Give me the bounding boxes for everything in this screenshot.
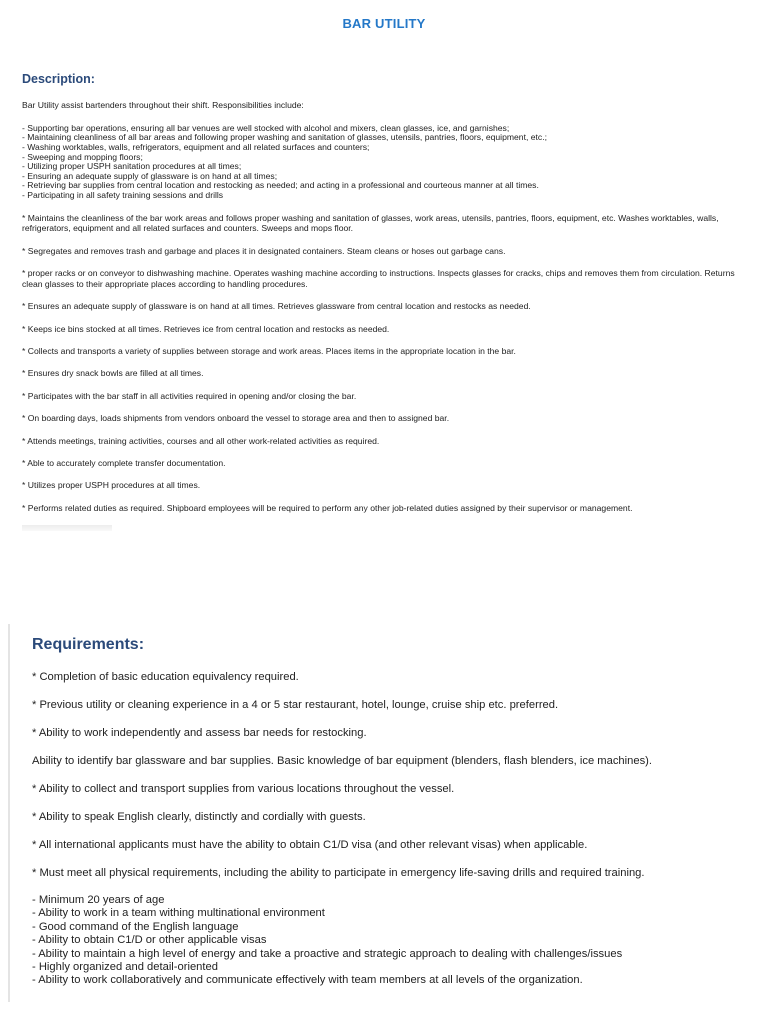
duty-paragraph: * Attends meetings, training activities, courses and all other work-related activities as required. — [22, 435, 380, 446]
duty-paragraph: * proper racks or on conveyor to dishwashing machine. Operates washing machine according to instructions. Inspects glasses for cracks, chips and removes them from circulation. Returns clean glasses to their appropriate places according to handling procedures. — [22, 268, 735, 289]
list-item: - Retrieving bar supplies from central location and restocking as needed; and acting in a professional and courteous manner at all times. — [22, 180, 539, 191]
list-item: - Ability to obtain C1/D or other applicable visas — [32, 934, 267, 947]
requirement-paragraph: Ability to identify bar glassware and bar supplies. Basic knowledge of bar equipment (blenders, flash blenders, ice machines). — [32, 755, 652, 767]
requirement-paragraph: * Ability to speak English clearly, distinctly and cordially with guests. — [32, 811, 366, 823]
duty-paragraph: * Ensures an adequate supply of glassware is on hand at all times. Retrieves glassware from central location and restocks as needed. — [22, 301, 531, 312]
duty-paragraph: * Maintains the cleanliness of the bar work areas and follows proper washing and sanitation of glasses, work areas, utensils, pantries, floors, equipment, etc. Washes worktables, walls, refrigerators, equipment and all related surfaces and counters. Sweeps and mops floor. — [22, 212, 719, 234]
list-item: - Good command of the English language — [32, 920, 239, 933]
page-title: BAR UTILITY — [342, 16, 426, 31]
list-item: - Ability to work in a team withing multinational environment — [32, 907, 325, 920]
requirement-paragraph: * Ability to collect and transport supplies from various locations throughout the vessel. — [32, 783, 455, 795]
duty-paragraph: * Ensures dry snack bowls are filled at all times. — [22, 368, 204, 379]
requirements-heading: Requirements: — [32, 636, 145, 653]
responsibilities-list — [22, 124, 752, 201]
list-item: - Sweeping and mopping floors; — [22, 151, 143, 162]
duty-paragraph: * Able to accurately complete transfer documentation. — [22, 458, 226, 469]
duty-paragraph: * Collects and transports a variety of supplies between storage and work areas. Places items in the appropriate location in the bar. — [22, 346, 516, 357]
duty-paragraph: * Keeps ice bins stocked at all times. Retrieves ice from central location and restocks as needed. — [22, 323, 390, 334]
list-item: - Minimum 20 years of age — [32, 894, 165, 906]
list-item: - Maintaining cleanliness of all bar areas and following proper washing and sanitation of glasses, utensils, pantries, floors, equipment, etc.; — [22, 132, 547, 143]
list-item: - Supporting bar operations, ensuring all bar venues are well stocked with alcohol and mixers, clean glasses, ice, and garnishes; — [22, 122, 510, 133]
duty-paragraph: * Segregates and removes trash and garbage and places it in designated containers. Steam cleans or hoses out garbage cans. — [22, 245, 506, 256]
list-item: - Ensuring an adequate supply of glassware is on hand at all times; — [22, 170, 278, 181]
duty-paragraph: * On boarding days, loads shipments from vendors onboard the vessel to storage area and then to assigned bar. — [22, 413, 450, 424]
description-heading: Description: — [22, 72, 95, 86]
list-item: - Ability to maintain a high level of energy and take a proactive and strategic approach to dealing with challenges/issues — [32, 947, 623, 960]
description-intro: Bar Utility assist bartenders throughout their shift. Responsibilities include: — [22, 100, 304, 110]
list-item: - Participating in all safety training sessions and drills — [22, 189, 224, 200]
list-item: - Utilizing proper USPH sanitation procedures at all times; — [22, 161, 242, 172]
duty-paragraph: * Utilizes proper USPH procedures at all times. — [22, 480, 201, 491]
list-item: - Ability to work collaboratively and communicate effectively with team members at all levels of the organization. — [32, 974, 583, 987]
requirement-paragraph: * Completion of basic education equivalency required. — [32, 671, 299, 683]
list-item: - Washing worktables, walls, refrigerators, equipment and all related surfaces and counters; — [22, 141, 370, 152]
description-section — [22, 72, 752, 531]
requirement-paragraph: * Ability to work independently and assess bar needs for restocking. — [32, 727, 367, 739]
requirement-paragraph: * Must meet all physical requirements, including the ability to participate in emergency life-saving drills and required training. — [32, 867, 645, 879]
requirements-list — [32, 894, 768, 988]
list-item: - Highly organized and detail-oriented — [32, 961, 218, 974]
duty-paragraph: * Participates with the bar staff in all activities required in opening and/or closing the bar. — [22, 390, 357, 401]
requirement-paragraph: * Previous utility or cleaning experience in a 4 or 5 star restaurant, hotel, lounge, cruise ship etc. preferred. — [32, 699, 559, 711]
requirements-section — [8, 624, 768, 1002]
cut-off-text-line — [22, 525, 112, 531]
requirement-paragraph: * All international applicants must have the ability to obtain C1/D visa (and other relevant visas) when applicable. — [32, 839, 588, 851]
duty-paragraph: * Performs related duties as required. Shipboard employees will be required to perform any other job-related duties assigned by their supervisor or management. — [22, 502, 633, 513]
